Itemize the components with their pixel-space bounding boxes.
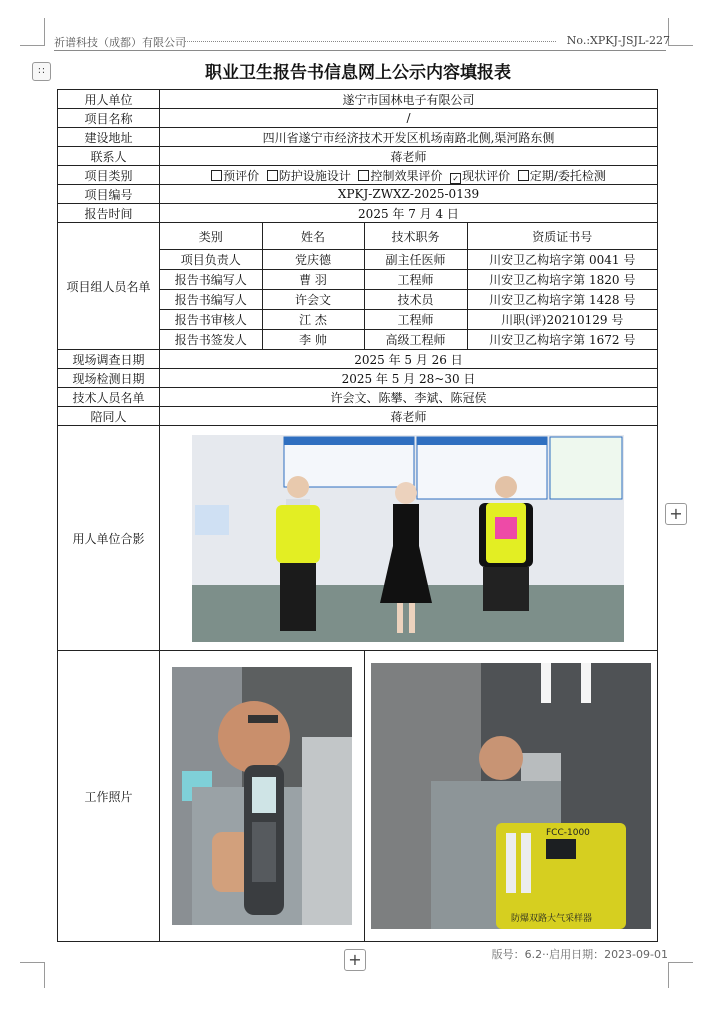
team-header-role: 类别 xyxy=(160,223,262,250)
checkbox-checked-icon[interactable]: ✓ xyxy=(450,173,461,184)
worker-head xyxy=(479,736,523,780)
add-row-button[interactable]: + xyxy=(344,949,366,971)
team-role[interactable]: 项目负责人 xyxy=(160,250,262,270)
header-company: 祈谱科技（成都）有限公司 xyxy=(54,36,186,49)
team-role[interactable]: 报告书编写人 xyxy=(160,270,262,290)
team-cert[interactable]: 川职(评)20210129 号 xyxy=(467,310,657,330)
checkbox-icon[interactable] xyxy=(358,170,369,181)
page-title: 职业卫生报告书信息网上公示内容填报表 xyxy=(205,63,511,83)
value-project-type xyxy=(160,166,658,185)
footer-version: 版号：6.2··启用日期：2023-09-01 xyxy=(491,948,668,961)
team-header-name: 姓名 xyxy=(262,223,364,250)
coworker xyxy=(302,737,352,925)
team-container xyxy=(160,223,658,350)
work-photo-noise-meter[interactable] xyxy=(172,667,352,925)
label-technicians: 技术人员名单 xyxy=(58,388,160,407)
row-group-photo xyxy=(58,426,658,651)
team-header-row xyxy=(160,223,657,250)
team-title[interactable]: 工程师 xyxy=(364,310,467,330)
option-control-effect[interactable]: 控制效果评价 xyxy=(358,169,442,183)
notice-board xyxy=(417,437,547,499)
header-doc-number: No.:XPKJ-JSJL-227 xyxy=(566,34,670,47)
team-title[interactable]: 副主任医师 xyxy=(364,250,467,270)
label-employer: 用人单位 xyxy=(58,90,160,109)
label-project-no: 项目编号 xyxy=(58,185,160,204)
team-cert[interactable]: 川安卫乙构培字第 1672 号 xyxy=(467,330,657,350)
label-address: 建设地址 xyxy=(58,128,160,147)
work-photo-left-cell xyxy=(160,651,365,941)
value-technicians[interactable]: 许会文、陈攀、李斌、陈冠侯 xyxy=(160,388,658,407)
label-detect-date: 现场检测日期 xyxy=(58,369,160,388)
label-escort: 陪同人 xyxy=(58,407,160,426)
team-cert[interactable]: 川安卫乙构培字第 1820 号 xyxy=(467,270,657,290)
team-row xyxy=(160,290,657,310)
checkbox-icon[interactable] xyxy=(267,170,278,181)
work-photos-cell xyxy=(160,651,658,942)
team-row xyxy=(160,270,657,290)
team-name[interactable]: 李 帅 xyxy=(262,330,364,350)
team-table xyxy=(160,223,657,349)
team-name[interactable]: 江 杰 xyxy=(262,310,364,330)
sampler-brand: FCC-1000 xyxy=(546,828,590,838)
group-photo-cell xyxy=(160,426,658,651)
notice-board xyxy=(550,437,622,499)
table-move-handle[interactable]: ∷ xyxy=(32,62,51,81)
team-title[interactable]: 工程师 xyxy=(364,270,467,290)
add-row-button[interactable]: + xyxy=(665,503,687,525)
row-address xyxy=(58,128,658,147)
group-photo[interactable] xyxy=(192,435,624,642)
row-project-type xyxy=(58,166,658,185)
option-status-evaluation[interactable]: ✓ 现状评价 xyxy=(450,169,510,183)
header-leader-dots xyxy=(185,41,556,42)
team-role[interactable]: 报告书编写人 xyxy=(160,290,262,310)
row-technicians xyxy=(58,388,658,407)
notice-board-banner xyxy=(284,437,414,445)
label-project-name: 项目名称 xyxy=(58,109,160,128)
team-name[interactable]: 许会文 xyxy=(262,290,364,310)
worker-glasses xyxy=(248,715,278,723)
label-survey-date: 现场调查日期 xyxy=(58,350,160,369)
row-detect-date xyxy=(58,369,658,388)
row-escort xyxy=(58,407,658,426)
notice-board-banner xyxy=(417,437,547,445)
label-group-photo: 用人单位合影 xyxy=(58,426,160,651)
label-project-type: 项目类别 xyxy=(58,166,160,185)
sampler-tube xyxy=(521,833,531,893)
value-contact[interactable]: 蒋老师 xyxy=(160,147,658,166)
team-row xyxy=(160,330,657,350)
team-name[interactable]: 党庆德 xyxy=(262,250,364,270)
row-employer xyxy=(58,90,658,109)
option-periodic-detection[interactable]: 定期/委托检测 xyxy=(518,169,606,183)
value-detect-date[interactable]: 2025 年 5 月 28~30 日 xyxy=(160,369,658,388)
value-employer[interactable]: 遂宁市国林电子有限公司 xyxy=(160,90,658,109)
value-address[interactable]: 四川省遂宁市经济技术开发区机场南路北侧,渠河路东侧 xyxy=(160,128,658,147)
row-project-no xyxy=(58,185,658,204)
team-title[interactable]: 技术员 xyxy=(364,290,467,310)
label-report-time: 报告时间 xyxy=(58,204,160,223)
checkbox-icon[interactable] xyxy=(211,170,222,181)
ceiling-light xyxy=(541,663,551,703)
value-project-name[interactable]: / xyxy=(160,109,658,128)
value-report-time[interactable]: 2025 年 7 月 4 日 xyxy=(160,204,658,223)
sampler-screen xyxy=(546,839,576,859)
worker-head xyxy=(218,701,290,773)
row-report-time xyxy=(58,204,658,223)
team-header-cert: 资质证书号 xyxy=(467,223,657,250)
noise-meter-keypad xyxy=(252,822,276,882)
work-photo-air-sampler[interactable] xyxy=(371,663,651,929)
row-work-photos xyxy=(58,651,658,942)
option-facility-design[interactable]: 防护设施设计 xyxy=(267,169,351,183)
row-contact xyxy=(58,147,658,166)
team-row xyxy=(160,310,657,330)
label-work-photos: 工作照片 xyxy=(58,651,160,942)
work-photo-right-cell xyxy=(365,651,657,941)
label-team: 项目组人员名单 xyxy=(58,223,160,350)
label-contact: 联系人 xyxy=(58,147,160,166)
row-project-name xyxy=(58,109,658,128)
value-survey-date[interactable]: 2025 年 5 月 26 日 xyxy=(160,350,658,369)
team-row xyxy=(160,250,657,270)
checkbox-icon[interactable] xyxy=(518,170,529,181)
team-name[interactable]: 曹 羽 xyxy=(262,270,364,290)
row-survey-date xyxy=(58,350,658,369)
team-header-title: 技术职务 xyxy=(364,223,467,250)
sampler-caption: 防爆双路大气采样器 xyxy=(511,914,593,924)
wall-sign xyxy=(195,505,229,535)
header-rule xyxy=(54,50,666,51)
noise-meter-screen xyxy=(252,777,276,813)
ceiling-light xyxy=(581,663,591,703)
team-cert[interactable]: 川安卫乙构培字第 0041 号 xyxy=(467,250,657,270)
team-role[interactable]: 报告书审核人 xyxy=(160,310,262,330)
sampler-tube xyxy=(506,833,516,893)
disclosure-form-table xyxy=(57,89,658,942)
value-project-no[interactable]: XPKJ-ZWXZ-2025-0139 xyxy=(160,185,658,204)
option-pre-evaluation[interactable]: 预评价 xyxy=(211,169,259,183)
team-cert[interactable]: 川安卫乙构培字第 1428 号 xyxy=(467,290,657,310)
team-title[interactable]: 高级工程师 xyxy=(364,330,467,350)
value-escort[interactable]: 蒋老师 xyxy=(160,407,658,426)
work-photos-wrap xyxy=(160,651,657,941)
row-team xyxy=(58,223,658,350)
team-role[interactable]: 报告书签发人 xyxy=(160,330,262,350)
